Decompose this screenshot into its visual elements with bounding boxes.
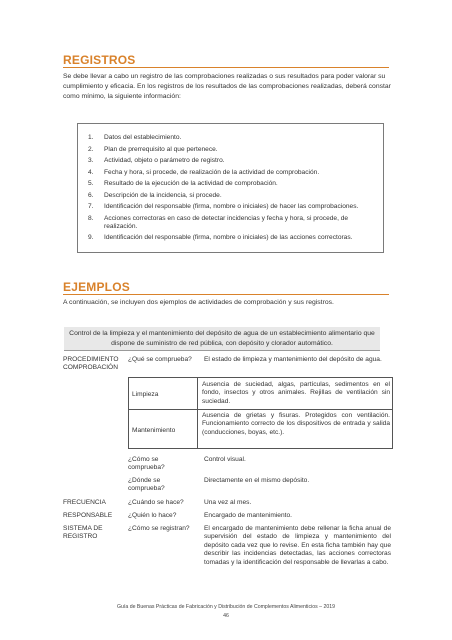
registran-question: ¿Cómo se registran? — [128, 525, 190, 532]
registran-answer: El encargado de mantenimiento debe rellenar la ficha anual de supervisión del estado de limpieza y mantenimiento del depósito cada vez que lo revise. En esta ficha también hay que describir las incidencias detectadas, las acciones correctoras tomadas y la identificación del responsable de llevarlas a cabo. — [204, 525, 391, 566]
procedimiento-label: PROCEDIMIENTO COMPROBACIÓN — [63, 356, 119, 372]
registros-info-box — [77, 123, 384, 253]
example-title: Control de la limpieza y el mantenimiento del depósito de agua de un establecimiento alimentario que dispone de suministro de red pública, con depósito y clorador automático. — [69, 330, 375, 347]
mantenimiento-text: Ausencia de grietas y fisuras. Protegidos con ventilación. Funcionamiento correcto de los dispositivos de entrada y salida (conducciones, boyas, etc.). — [202, 412, 390, 436]
ejemplos-intro: A continuación, se incluyen dos ejemplos de actividades de comprobación y sus registros. — [63, 299, 334, 306]
example-title-banner — [64, 327, 380, 351]
list-item-text: Datos del establecimiento. — [104, 134, 182, 141]
list-item-text: Identificación del responsable (firma, nombre o iniciales) de las acciones correctoras. — [104, 234, 353, 241]
registros-heading: REGISTROS — [63, 53, 136, 67]
que-answer: El estado de limpieza y mantenimiento del depósito de agua. — [204, 356, 382, 363]
footer-title: Guía de Buenas Prácticas de Fabricación y Distribución de Complementos Alimenticios – 2019 — [117, 604, 335, 610]
registros-intro: Se debe llevar a cabo un registro de las comprobaciones realizadas o sus resultados para poder valorar su cumplimiento y eficacia. En los registros de los resultados de las comprobaciones realizadas, deberá constar como mínimo, la siguiente información: — [63, 73, 391, 100]
registros-list-item — [88, 157, 378, 165]
list-item-number: 1. — [88, 134, 94, 141]
list-item-text: Plan de prerrequisito al que pertenece. — [104, 145, 218, 153]
list-item-number: 7. — [88, 203, 94, 210]
list-item-text: Fecha y hora, si procede, de realización de la actividad de comprobación. — [104, 168, 320, 176]
mantenimiento-row — [129, 410, 392, 448]
criteria-inner-table — [128, 377, 393, 449]
registros-list-item — [88, 215, 378, 231]
registros-list — [88, 134, 378, 246]
sistema-label: SISTEMA DE REGISTRO — [63, 525, 103, 541]
limpieza-label: Limpieza — [132, 391, 159, 398]
responsable-label: RESPONSABLE — [63, 512, 113, 519]
quien-answer: Encargado de mantenimiento. — [204, 512, 292, 519]
registros-heading-rule — [63, 67, 389, 68]
list-item-number: 4. — [88, 168, 94, 176]
page-number: 46 — [223, 613, 229, 619]
inner-divider — [197, 378, 198, 448]
list-item-text: Actividad, objeto o parámetro de registro. — [104, 157, 225, 164]
list-item-number: 3. — [88, 157, 94, 164]
registros-list-item — [88, 134, 378, 142]
registros-list-item — [88, 169, 378, 177]
cuando-question: ¿Cuándo se hace? — [128, 499, 184, 506]
frecuencia-label: FRECUENCIA — [63, 499, 106, 506]
limpieza-row — [129, 378, 392, 410]
registros-list-item — [88, 146, 378, 154]
list-item-text: Descripción de la incidencia, si procede. — [104, 191, 222, 199]
como-answer: Control visual. — [204, 456, 246, 463]
como-question: ¿Cómo se comprueba? — [128, 456, 165, 472]
registros-list-item — [88, 192, 378, 200]
list-item-number: 9. — [88, 234, 94, 241]
registros-list-item — [88, 180, 378, 188]
list-item-number: 8. — [88, 214, 94, 222]
registros-list-item — [88, 234, 378, 242]
registros-list-item — [88, 203, 378, 211]
que-question: ¿Qué se comprueba? — [128, 356, 192, 363]
list-item-number: 2. — [88, 145, 94, 153]
list-item-text: Resultado de la ejecución de la actividad de comprobación. — [104, 180, 278, 187]
mantenimiento-label: Mantenimiento — [132, 427, 176, 434]
donde-answer: Directamente en el mismo depósito. — [204, 477, 310, 484]
quien-question: ¿Quién lo hace? — [128, 512, 177, 519]
ejemplos-heading-rule — [63, 294, 389, 295]
list-item-number: 5. — [88, 180, 94, 187]
ejemplos-heading: EJEMPLOS — [63, 280, 130, 294]
list-item-number: 6. — [88, 191, 94, 199]
list-item-text: Acciones correctoras en caso de detectar incidencias y fecha y hora, si procede, de realización. — [104, 214, 349, 230]
limpieza-text: Ausencia de suciedad, algas, partículas, sedimentos en el fondo, insectos y otros animales. Rejillas de ventilación sin suciedad. — [202, 381, 390, 405]
cuando-answer: Una vez al mes. — [204, 499, 252, 506]
donde-question: ¿Dónde se comprueba? — [128, 477, 165, 493]
list-item-text: Identificación del responsable (firma, nombre o iniciales) de hacer las comprobaciones. — [104, 203, 359, 210]
